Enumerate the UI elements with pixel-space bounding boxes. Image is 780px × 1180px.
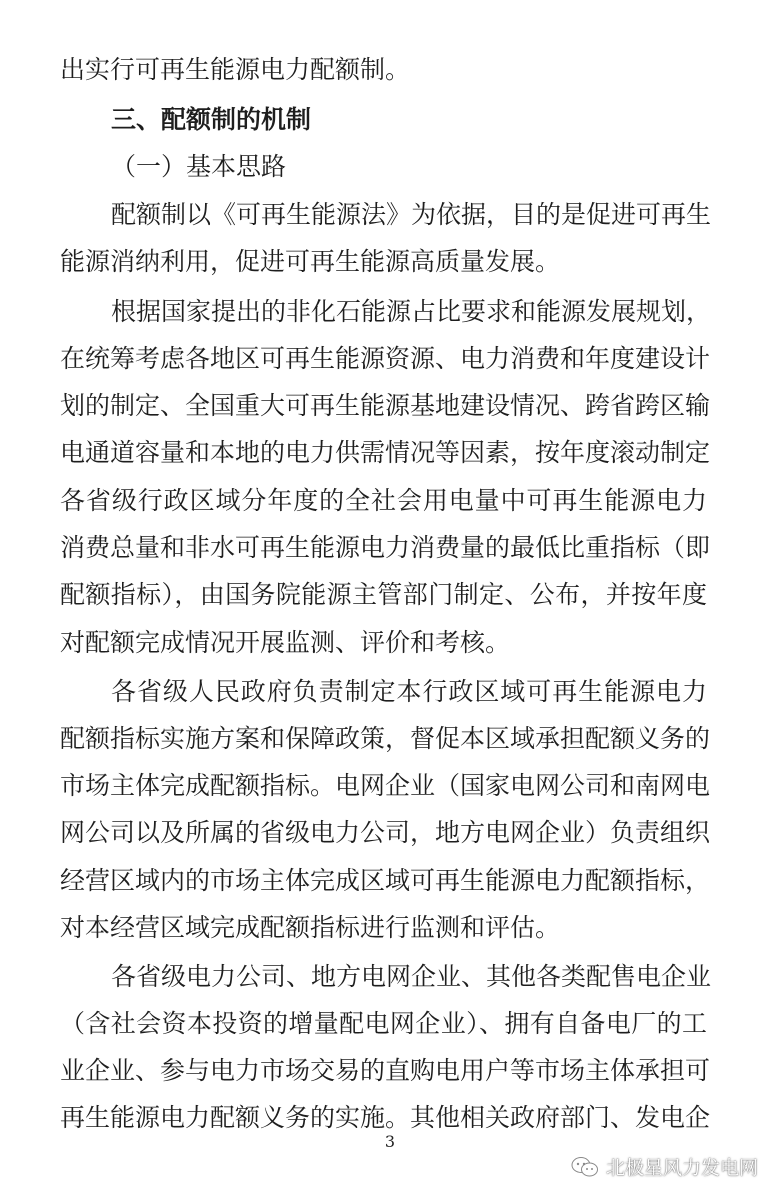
text-line: 配额指标实施方案和保障政策，督促本区域承担配额义务的 [60, 724, 711, 753]
text-line: （含社会资本投资的增量配电网企业）、拥有自备电厂的工 [60, 1009, 707, 1038]
text-line: 再生能源电力配额义务的实施。其他相关政府部门、发电企 [60, 1103, 711, 1132]
watermark-text: 北极星风力发电网 [605, 1157, 758, 1179]
text-line: 市场主体完成配额指标。电网企业（国家电网公司和南网电 [60, 771, 711, 800]
page-number: 3 [384, 1132, 396, 1151]
text-line: 配额指标），由国务院能源主管部门制定、公布，并按年度 [60, 580, 707, 609]
text-line: 能源消纳利用，促进可再生能源高质量发展。 [60, 247, 561, 276]
subsection-heading: （一）基本思路 [111, 152, 287, 181]
text-line: 业企业、参与电力市场交易的直购电用户等市场主体承担可 [60, 1056, 711, 1085]
text-line: 对本经营区域完成配额指标进行监测和评估。 [60, 913, 561, 942]
wechat-icon [570, 1155, 600, 1179]
text-line: 在统筹考虑各地区可再生能源资源、电力消费和年度建设计 [60, 344, 711, 373]
section-heading: 三、配额制的机制 [111, 105, 312, 134]
text-line: 经营区域内的市场主体完成区域可再生能源电力配额指标， [60, 866, 711, 895]
text-line: 网公司以及所属的省级电力公司，地方电网企业）负责组织 [60, 818, 711, 847]
text-line: 根据国家提出的非化石能源占比要求和能源发展规划， [111, 297, 712, 326]
text-line: 配额制以《可再生能源法》为依据，目的是促进可再生 [111, 200, 712, 229]
text-line: 出实行可再生能源电力配额制。 [60, 55, 411, 84]
text-line: 对配额完成情况开展监测、评价和考核。 [60, 628, 511, 657]
text-line: 各省级电力公司、地方电网企业、其他各类配售电企业 [111, 962, 712, 991]
text-line: 划的制定、全国重大可再生能源基地建设情况、跨省跨区输 [60, 391, 711, 420]
watermark [570, 1153, 758, 1180]
text-line: 消费总量和非水可再生能源电力消费量的最低比重指标（即 [60, 533, 711, 562]
text-line: 各省级人民政府负责制定本行政区域可再生能源电力 [111, 677, 707, 706]
text-line: 各省级行政区域分年度的全社会用电量中可再生能源电力 [60, 486, 707, 515]
text-line: 电通道容量和本地的电力供需情况等因素，按年度滚动制定 [60, 438, 711, 467]
